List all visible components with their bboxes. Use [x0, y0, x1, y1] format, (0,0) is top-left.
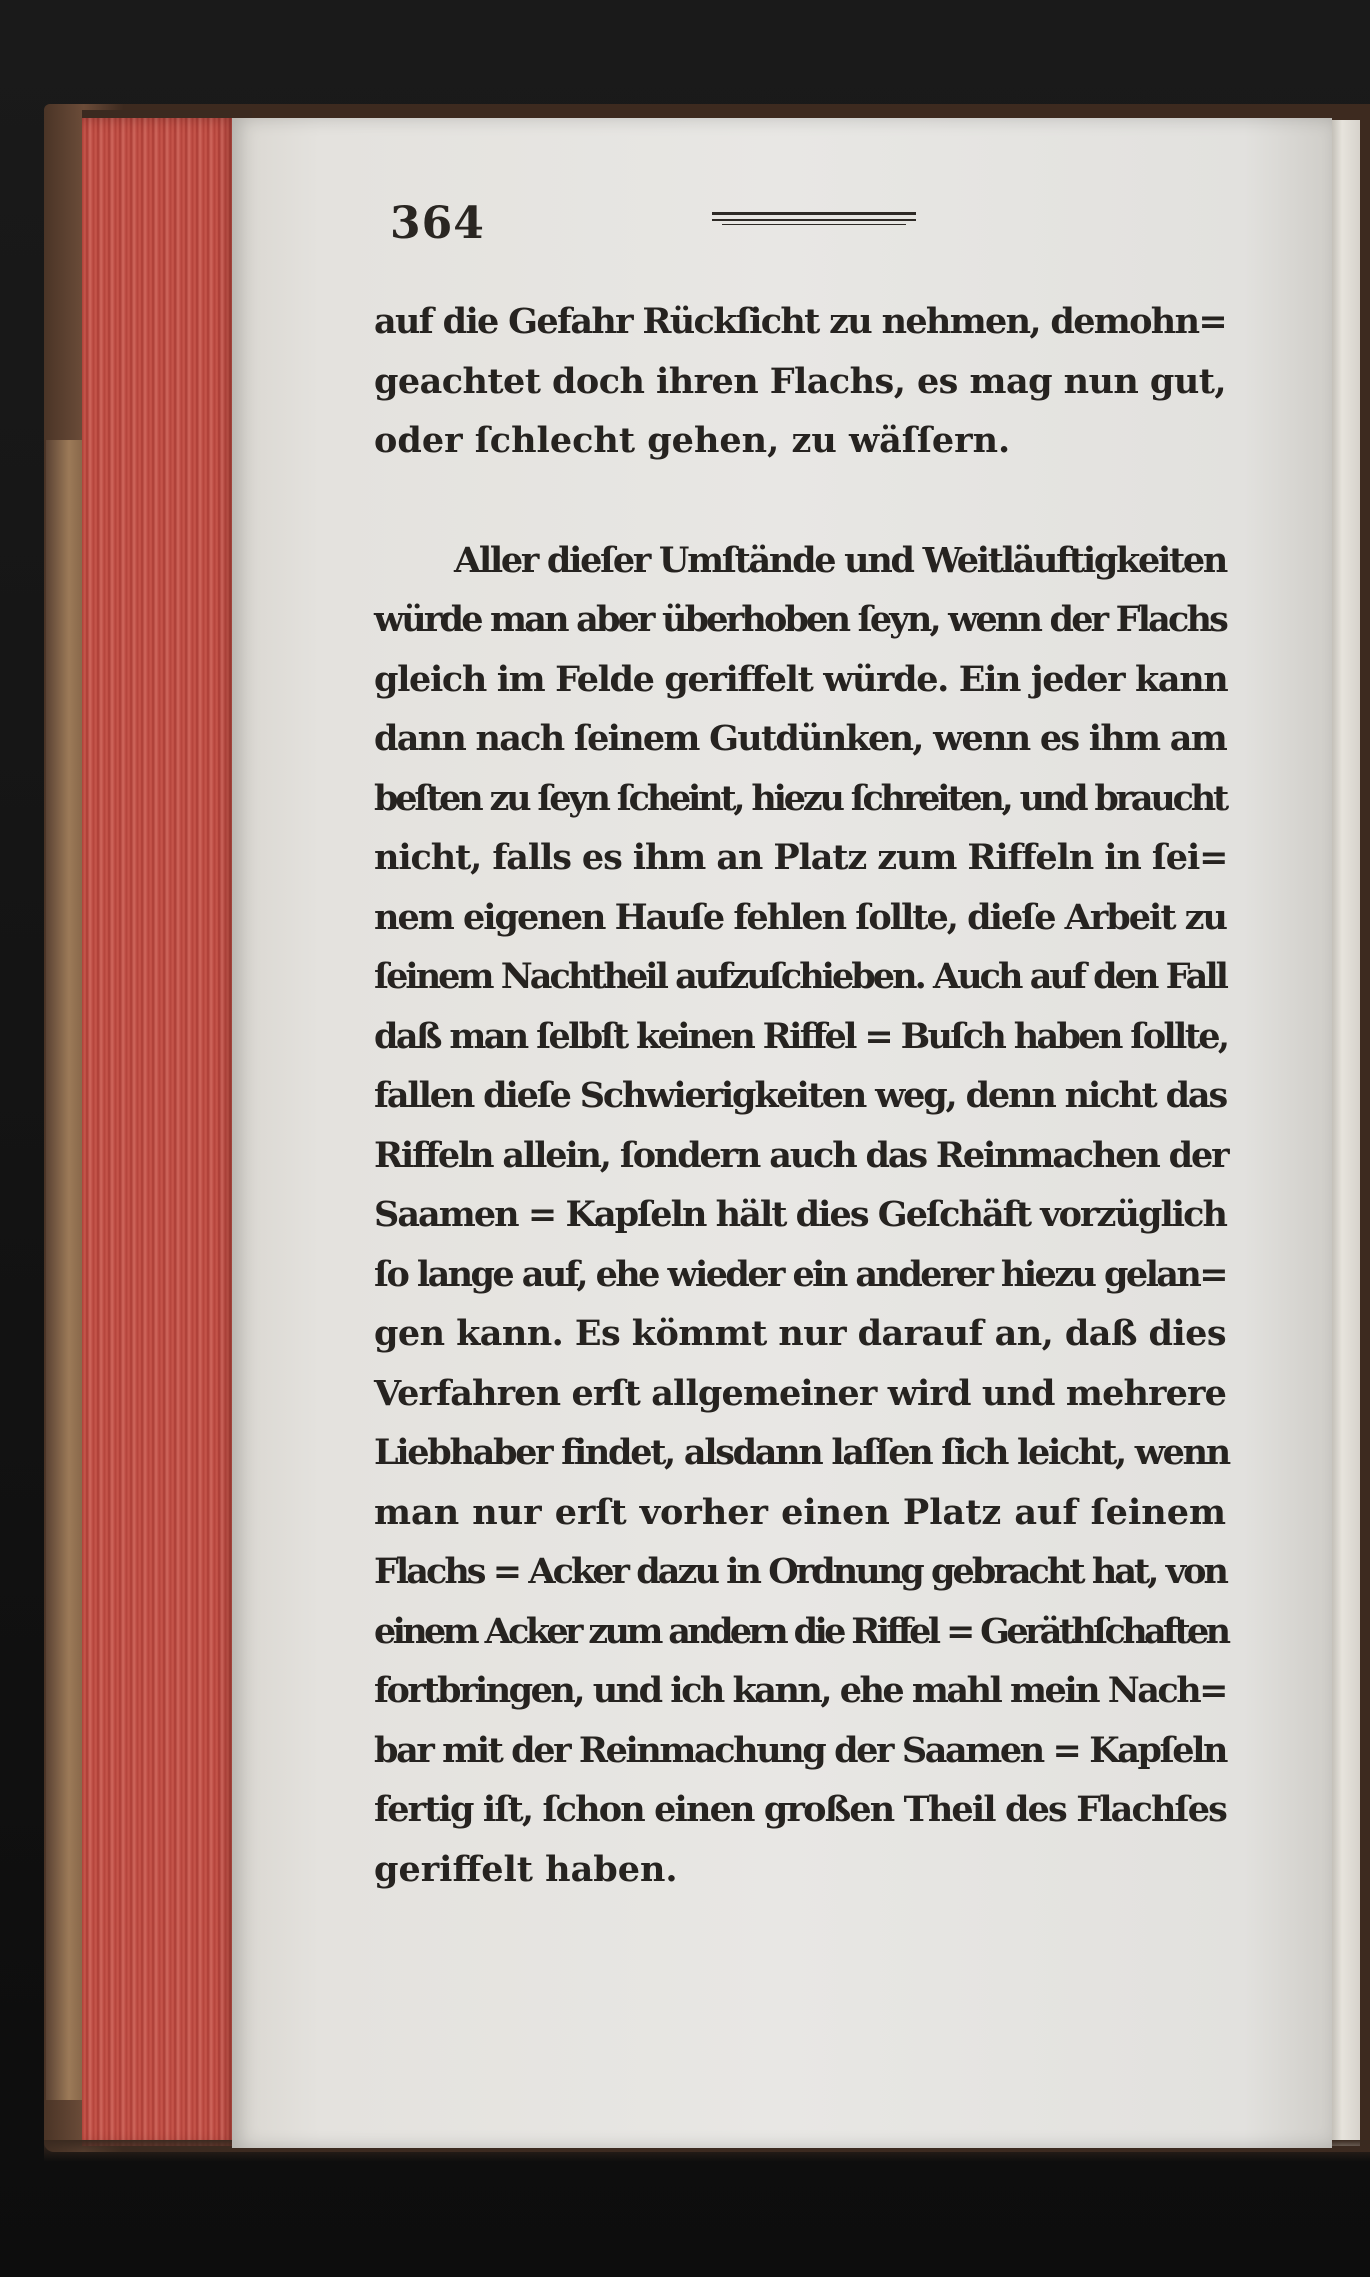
text-line: nicht, falls es ihm an Platz zum Riffeln in ſei=: [374, 837, 1228, 878]
paragraph: [374, 292, 1226, 471]
header-rule: [712, 212, 916, 226]
text-line: Liebhaber findet, alsdann laſſen ſich leicht, wenn: [374, 1432, 1229, 1473]
text-line: oder ſchlecht gehen, zu wäſſern.: [374, 420, 1011, 461]
page-text: [374, 292, 1229, 1899]
paragraph: [374, 531, 1229, 1900]
text-line: ſeinem Nachtheil aufzuſchieben. Auch auf den Fall: [374, 956, 1226, 997]
text-line: ſo lange auf, ehe wieder ein anderer hiezu gelan=: [374, 1253, 1226, 1295]
text-line: Flachs = Acker dazu in Ordnung gebracht hat, von: [374, 1551, 1226, 1592]
paragraph-gap: [374, 471, 1226, 531]
text-line: würde man aber überhoben ſeyn, wenn der Flachs: [374, 599, 1226, 640]
text-line: geriffelt haben.: [374, 1848, 678, 1890]
text-line: nem eigenen Hauſe fehlen ſollte, dieſe Arbeit zu: [374, 896, 1226, 938]
text-line: dann nach ſeinem Gutdünken, wenn es ihm am: [374, 718, 1226, 759]
text-line: Aller dieſer Umſtände und Weitläuftigkeiten: [454, 539, 1226, 581]
text-line: gen kann. Es kömmt nur darauf an, daß dies: [374, 1313, 1226, 1354]
text-line: beſten zu ſeyn ſcheint, hiezu ſchreiten, und braucht: [374, 777, 1226, 819]
page-number: 364: [390, 198, 485, 249]
text-line: Riffeln allein, ſondern auch das Reinmachen der: [374, 1134, 1228, 1176]
text-line: daß man ſelbſt keinen Riffel = Buſch haben ſollte,: [374, 1015, 1228, 1057]
text-line: man nur erſt vorher einen Platz auf ſeinem: [374, 1491, 1226, 1533]
text-line: bar mit der Reinmachung der Saamen = Kapſeln: [374, 1729, 1226, 1771]
text-line: geachtet doch ihren Flachs, es mag nun gut,: [374, 360, 1226, 402]
text-line: fallen dieſe Schwierigkeiten weg, denn nicht das: [374, 1075, 1226, 1116]
text-line: Saamen = Kapſeln hält dies Geſchäft vorzüglich: [374, 1194, 1226, 1235]
text-line: Verfahren erſt allgemeiner wird und mehrere: [374, 1372, 1226, 1414]
text-line: gleich im Felde geriffelt würde. Ein jeder kann: [374, 658, 1228, 700]
next-page-edge: [1330, 120, 1360, 2146]
text-line: einem Acker zum andern die Riffel = Geräthſchaften: [374, 1610, 1228, 1652]
text-line: fortbringen, und ich kann, ehe mahl mein Nach=: [374, 1670, 1226, 1711]
text-line: fertig iſt, ſchon einen großen Theil des Flachſes: [374, 1789, 1226, 1830]
page-block-edge: [82, 118, 240, 2146]
text-line: auf die Gefahr Rückſicht zu nehmen, demohn=: [374, 301, 1226, 342]
